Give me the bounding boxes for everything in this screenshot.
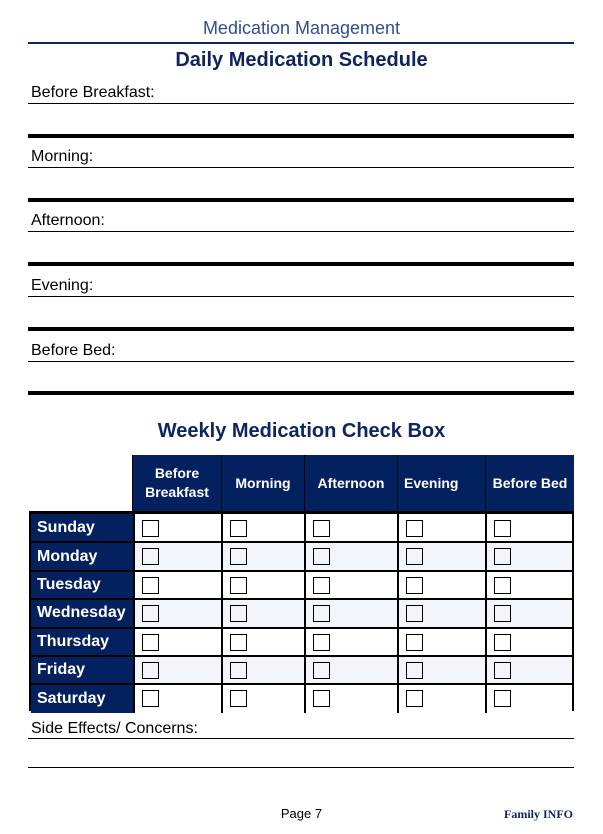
field-line-evening[interactable] <box>28 296 574 297</box>
table-cell <box>397 542 485 570</box>
table-cell <box>304 542 397 570</box>
table-cell <box>133 628 221 656</box>
header-rule <box>28 42 574 44</box>
table-row <box>31 542 572 570</box>
table-cell <box>221 628 304 656</box>
field-line-before-breakfast[interactable] <box>28 103 574 104</box>
checkbox[interactable] <box>494 690 511 707</box>
checkbox[interactable] <box>142 690 159 707</box>
checkbox[interactable] <box>142 634 159 651</box>
table-row <box>31 599 572 627</box>
footer-brand: Family INFO <box>504 807 573 821</box>
checkbox[interactable] <box>494 548 511 565</box>
table-cell <box>221 571 304 599</box>
day-label: Sunday <box>31 514 133 542</box>
table-row <box>31 514 572 542</box>
table-cell <box>485 656 572 684</box>
field-label-side-effects: Side Effects/ Concerns: <box>31 720 198 737</box>
table-cell <box>304 656 397 684</box>
checkbox[interactable] <box>230 634 247 651</box>
page-title: Daily Medication Schedule <box>175 49 428 71</box>
section-title: Medication Management <box>202 18 401 38</box>
checkbox[interactable] <box>494 520 511 537</box>
checkbox[interactable] <box>142 577 159 594</box>
table-cell <box>133 571 221 599</box>
checkbox[interactable] <box>142 662 159 679</box>
checkbox[interactable] <box>230 605 247 622</box>
table-cell <box>221 542 304 570</box>
column-header-before-bed: Before Bed <box>485 455 574 511</box>
day-label: Wednesday <box>31 599 133 627</box>
table-cell <box>304 628 397 656</box>
row-divider <box>31 655 133 657</box>
row-divider <box>133 570 572 572</box>
row-divider <box>133 598 572 600</box>
checkbox[interactable] <box>313 634 330 651</box>
table-cell <box>485 571 572 599</box>
checkbox[interactable] <box>313 605 330 622</box>
table-cell <box>397 656 485 684</box>
table-cell <box>397 628 485 656</box>
field-line-morning[interactable] <box>28 167 574 168</box>
row-divider <box>133 627 572 629</box>
checkbox[interactable] <box>230 548 247 565</box>
column-header-before-breakfast: Before Breakfast <box>132 455 221 511</box>
section-divider <box>28 262 574 266</box>
table-cell <box>221 514 304 542</box>
table-row <box>31 628 572 656</box>
table-cell <box>485 628 572 656</box>
table-cell <box>221 656 304 684</box>
table-cell <box>485 684 572 712</box>
checkbox[interactable] <box>406 634 423 651</box>
checkbox[interactable] <box>142 605 159 622</box>
checkbox[interactable] <box>313 662 330 679</box>
row-divider <box>31 570 133 572</box>
checkbox[interactable] <box>230 690 247 707</box>
field-label-afternoon: Afternoon: <box>31 212 105 229</box>
table-cell <box>304 514 397 542</box>
table-cell <box>304 684 397 712</box>
field-line-side-effects-2[interactable] <box>28 767 574 768</box>
table-cell <box>397 571 485 599</box>
table-cell <box>304 571 397 599</box>
table-cell <box>221 684 304 712</box>
field-line-before-bed[interactable] <box>28 361 574 362</box>
checkbox[interactable] <box>406 605 423 622</box>
table-cell <box>133 684 221 712</box>
field-line-side-effects[interactable] <box>28 738 574 739</box>
row-divider <box>31 683 133 685</box>
table-cell <box>397 684 485 712</box>
checkbox[interactable] <box>142 520 159 537</box>
checkbox[interactable] <box>406 548 423 565</box>
table-cell <box>485 514 572 542</box>
day-label: Saturday <box>31 684 133 712</box>
field-label-before-bed: Before Bed: <box>31 342 116 359</box>
table-cell <box>485 599 572 627</box>
checkbox[interactable] <box>406 520 423 537</box>
checkbox[interactable] <box>494 634 511 651</box>
checkbox[interactable] <box>313 577 330 594</box>
section-divider <box>28 198 574 202</box>
table-cell <box>485 542 572 570</box>
table-cell <box>221 599 304 627</box>
table-cell <box>304 599 397 627</box>
checkbox[interactable] <box>494 577 511 594</box>
checkbox[interactable] <box>406 690 423 707</box>
section-divider <box>28 134 574 138</box>
field-label-morning: Morning: <box>31 148 94 165</box>
table-cell <box>133 514 221 542</box>
section-divider <box>28 327 574 331</box>
row-divider <box>133 541 572 543</box>
table-row <box>31 571 572 599</box>
field-label-evening: Evening: <box>31 277 94 294</box>
column-header-afternoon: Afternoon <box>304 455 397 511</box>
row-divider <box>31 627 133 629</box>
checkbox[interactable] <box>230 577 247 594</box>
field-label-before-breakfast: Before Breakfast: <box>31 84 155 101</box>
checkbox[interactable] <box>406 577 423 594</box>
weekly-title: Weekly Medication Check Box <box>157 420 446 442</box>
day-label: Friday <box>31 656 133 684</box>
column-header-morning: Morning <box>221 455 304 511</box>
row-divider <box>133 683 572 685</box>
table-cell <box>397 599 485 627</box>
checkbox[interactable] <box>230 662 247 679</box>
checkbox[interactable] <box>494 662 511 679</box>
table-row <box>31 656 572 684</box>
day-label: Thursday <box>31 628 133 656</box>
column-header-evening: Evening <box>397 455 485 511</box>
page-number: Page 7 <box>280 806 323 821</box>
row-divider <box>31 598 133 600</box>
table-row <box>31 684 572 712</box>
table-cell <box>133 656 221 684</box>
checkbox[interactable] <box>406 662 423 679</box>
day-label: Tuesday <box>31 571 133 599</box>
row-divider <box>31 541 133 543</box>
checkbox[interactable] <box>230 520 247 537</box>
checkbox[interactable] <box>142 548 159 565</box>
checkbox[interactable] <box>313 690 330 707</box>
table-cell <box>397 514 485 542</box>
day-label: Monday <box>31 542 133 570</box>
weekly-check-table <box>29 511 574 711</box>
row-divider <box>133 655 572 657</box>
section-divider <box>28 391 574 395</box>
table-cell <box>133 542 221 570</box>
table-cell <box>133 599 221 627</box>
field-line-afternoon[interactable] <box>28 231 574 232</box>
checkbox[interactable] <box>313 548 330 565</box>
checkbox[interactable] <box>494 605 511 622</box>
checkbox[interactable] <box>313 520 330 537</box>
